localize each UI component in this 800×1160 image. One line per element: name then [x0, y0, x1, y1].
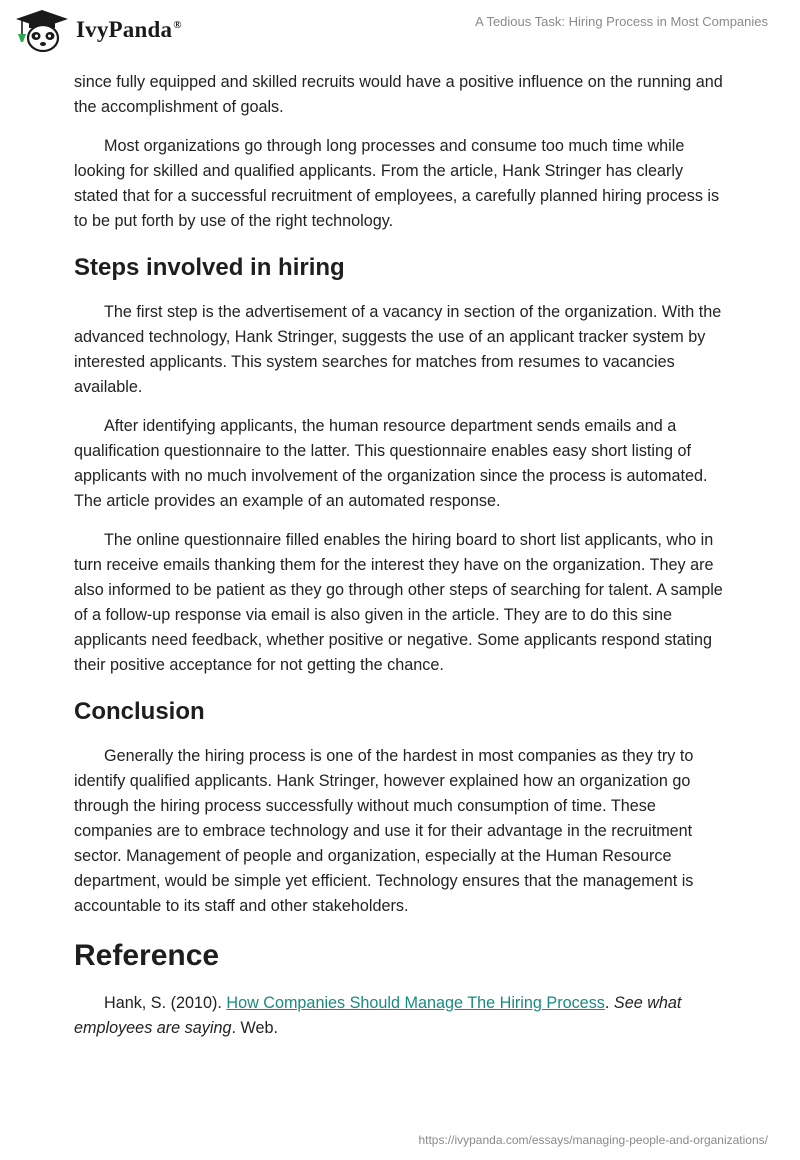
reference-author-year: Hank, S. (2010).	[104, 994, 227, 1012]
ivypanda-logo[interactable]	[14, 8, 182, 52]
steps-paragraph-1: The first step is the advertisement of a vacancy in section of the organization. With the advanced technology, Hank Stringer, suggests the use of an applicant tracker system by interested applicants. This system searches for matches from resumes to vacancies available.	[74, 303, 722, 396]
reference-link[interactable]: How Companies Should Manage The Hiring Process	[226, 994, 605, 1012]
page-header	[0, 0, 800, 66]
steps-paragraph-3: The online questionnaire filled enables the hiring board to short list applicants, who in turn receive emails thanking them for the interest they have on the organization. They are also informed to be patient as they go through other steps of searching for talent. A sample of a follow-up response via email is also given in the article. They are to do this sine applicants need feedback, whether positive or negative. Some applicants respond stating their positive acceptance for not getting the chance.	[74, 531, 723, 674]
brand-name: IvyPanda®	[76, 17, 182, 42]
document-title: A Tedious Task: Hiring Process in Most Companies	[475, 14, 768, 29]
reference-source: See what employees are saying	[74, 994, 682, 1037]
article-body	[74, 70, 726, 1055]
reference-separator: .	[604, 994, 614, 1012]
footer-url: https://ivypanda.com/essays/managing-people-and-organizations/	[418, 1133, 768, 1147]
steps-paragraph-2: After identifying applicants, the human resource department sends emails and a qualification questionnaire to the latter. This questionnaire enables easy short listing of applicants with no much involvement of the organization since the process is automated. The article provides an example of an automated response.	[74, 417, 708, 510]
conclusion-heading: Conclusion	[74, 698, 205, 725]
reference-entry	[74, 991, 726, 1041]
conclusion-paragraph: Generally the hiring process is one of the hardest in most companies as they try to identify qualified applicants. Hank Stringer, however explained how an organization go through the hiring process successfully without much consumption of time. These companies are to embrace technology and use it for their advantage in the recruitment sector. Management of people and organization, especially at the Human Resource department, would be simple yet efficient. Technology ensures that the management is accountable to its staff and other stakeholders.	[74, 747, 694, 915]
steps-heading: Steps involved in hiring	[74, 254, 345, 281]
reference-heading: Reference	[74, 939, 220, 972]
paragraph-intro-end: since fully equipped and skilled recruits would have a positive influence on the running and the accomplishment of goals.	[74, 73, 723, 116]
paragraph-intro: Most organizations go through long processes and consume too much time while looking for skilled and qualified applicants. From the article, Hank Stringer has clearly stated that for a successful recruitment of employees, a carefully planned hiring process is to be put forth by use of the right technology.	[74, 137, 720, 230]
reference-suffix: . Web.	[231, 1019, 278, 1037]
panda-graduate-icon	[14, 8, 70, 52]
